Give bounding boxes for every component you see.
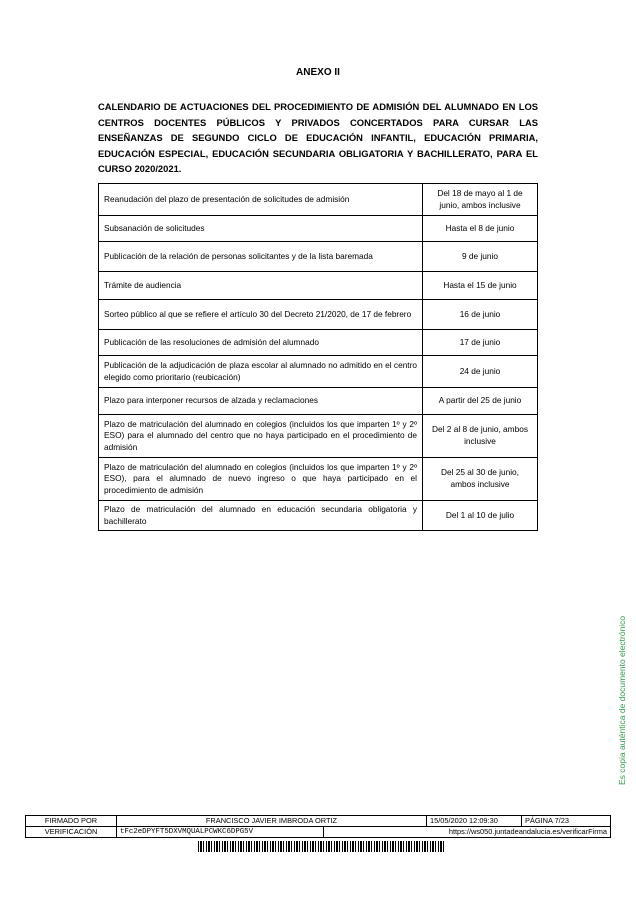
date-cell: 24 de junio (423, 356, 538, 388)
verification-code[interactable]: tFc2eDPYFT5DXVMQUALPCWKC6DPG5V (117, 827, 324, 838)
table-row (99, 458, 538, 501)
date-cell: 17 de junio (423, 330, 538, 356)
date-cell: Del 1 al 10 de julio (423, 501, 538, 531)
verification-row (26, 827, 611, 838)
date-cell: 9 de junio (423, 242, 538, 272)
action-cell: Plazo de matriculación del alumnado en colegios (incluidos los que imparten 1º y 2º ESO) para el alumnado del centro que no haya participado en el procedimiento de admisión (99, 415, 423, 458)
action-cell: Publicación de las resoluciones de admisión del alumnado (99, 330, 423, 356)
table-row (99, 216, 538, 242)
action-cell: Subsanación de solicitudes (99, 216, 423, 242)
table-row (99, 501, 538, 531)
action-cell: Plazo para interponer recursos de alzada y reclamaciones (99, 388, 423, 415)
signed-by-label: FIRMADO POR (26, 816, 117, 827)
action-cell: Publicación de la relación de personas solicitantes y de la lista baremada (99, 242, 423, 272)
signature-row (26, 816, 611, 827)
verification-label: VERIFICACIÓN (26, 827, 117, 838)
date-cell: Hasta el 8 de junio (423, 216, 538, 242)
table-row (99, 356, 538, 388)
table-row (99, 415, 538, 458)
annex-title: ANEXO II (296, 67, 340, 78)
date-cell: A partir del 25 de junio (423, 388, 538, 415)
signer-name: FRANCISCO JAVIER IMBRODA ORTIZ (117, 816, 427, 827)
table-row (99, 272, 538, 300)
action-cell: Plazo de matriculación del alumnado en colegios (incluidos los que imparten 1º y 2º ESO), para el alumnado de nuevo ingreso o que haya participado en el procedimiento de admisión (99, 458, 423, 501)
calendar-table-body (99, 184, 538, 531)
action-cell: Sorteo público al que se refiere el artículo 30 del Decreto 21/2020, de 17 de febrero (99, 300, 423, 330)
verification-url[interactable]: https://ws050.juntadeandalucia.es/verificarFirma (324, 827, 611, 838)
date-cell: Del 25 al 30 de junio, ambos inclusive (423, 458, 538, 501)
table-row (99, 184, 538, 216)
action-cell: Plazo de matriculación del alumnado en educación secundaria obligatoria y bachillerato (99, 501, 423, 531)
signature-datetime: 15/05/2020 12:09:30 (427, 816, 522, 827)
authenticity-note: Es copia auténtica de documento electrónico (617, 615, 627, 785)
date-cell: 16 de junio (423, 300, 538, 330)
table-row (99, 388, 538, 415)
table-row (99, 300, 538, 330)
page-number: PÁGINA 7/23 (522, 816, 611, 827)
table-row (99, 330, 538, 356)
date-cell: Del 18 de mayo al 1 de junio, ambos inclusive (423, 184, 538, 216)
calendar-table (98, 183, 538, 531)
signature-footer (25, 815, 611, 838)
action-cell: Trámite de audiencia (99, 272, 423, 300)
action-cell: Publicación de la adjudicación de plaza escolar al alumnado no admitido en el centro elegido como prioritario (reubicación) (99, 356, 423, 388)
action-cell: Reanudación del plazo de presentación de solicitudes de admisión (99, 184, 423, 216)
document-heading: CALENDARIO DE ACTUACIONES DEL PROCEDIMIENTO DE ADMISIÓN DEL ALUMNADO EN LOS CENTROS DOCENTES PÚBLICOS Y PRIVADOS CONCERTADOS PARA CURSAR LAS ENSEÑANZAS DE SEGUNDO CICLO DE EDUCACIÓN INFANTIL, EDUCACIÓN PRIMARIA, EDUCACIÓN ESPECIAL, EDUCACIÓN SECUNDARIA OBLIGATORIA Y BACHILLERATO, PARA EL CURSO 2020/2021. (98, 101, 538, 175)
barcode (198, 841, 446, 852)
date-cell: Hasta el 15 de junio (423, 272, 538, 300)
date-cell: Del 2 al 8 de junio, ambos inclusive (423, 415, 538, 458)
table-row (99, 242, 538, 272)
